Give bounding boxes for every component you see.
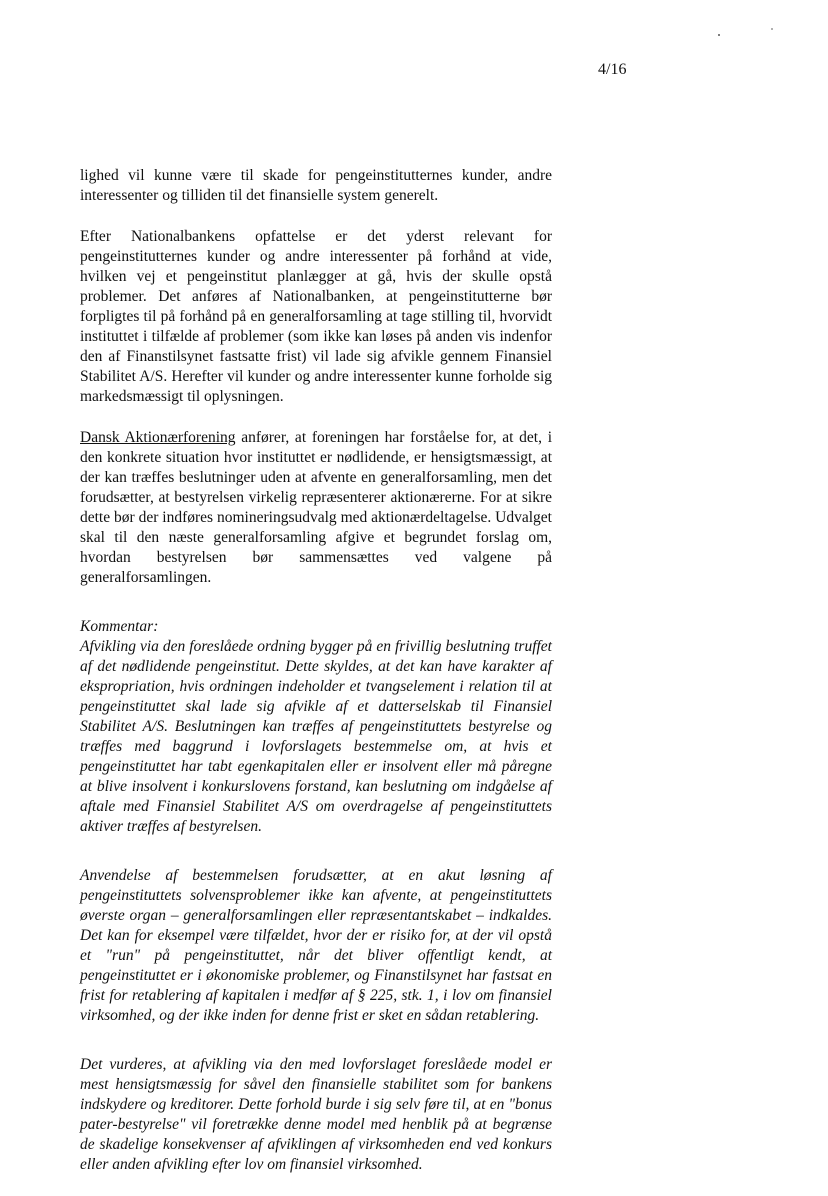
commentary-block	[80, 617, 552, 837]
commentary-paragraph: Det vurderes, at afvikling via den med lovforslaget foreslåede model er mest hensigtsmæssig for såvel den finansielle stabilitet som for bankens indskydere og kreditorer. Dette forhold burde i sig selv føre til, at en "bonus pater-bestyrelse" vil foretrække denne model med henblik på at begrænse de skadelige konsekvenser af afviklingen af virksomheden end ved konkurs eller anden afvikling efter lov om finansiel virksomhed.	[80, 1056, 552, 1173]
scan-speck	[718, 34, 720, 36]
commentary-paragraph: Afvikling via den foreslåede ordning bygger på en frivillig beslutning truffet af det nødlidende pengeinstitut. Dette skyldes, at det kan have karakter af ekspropriation, hvis ordningen indeholder et tvangselement i relation til at pengeinstituttet skal lade sig afvikle af et datterselskab til Finansiel Stabilitet A/S. Beslutningen kan træffes af pengeinstituttets bestyrelse og træffes med baggrund i lovforslagets bestemmelse om, at hvis et pengeinstituttet har tabt egenkapitalen eller er insolvent eller må påregne at blive insolvent i konkurslovens forstand, kan beslutning om indgåelse af aftale med Finansiel Stabilitet A/S om overdragelse af pengeinstituttets aktiver træffes af bestyrelsen.	[80, 638, 552, 835]
commentary-heading: Kommentar:	[80, 618, 159, 635]
paragraph-text: anfører, at foreningen har forståelse for, at det, i den konkrete situation hvor instituttet er nødlidende, er hensigtsmæssigt, at der kan træffes beslutninger uden at afvente en generalforsamling, men det forudsætter, at bestyrelsen virkelig repræsenterer aktionærerne. For at sikre dette bør der indføres nomineringsudvalg med aktionærdeltagelse. Udvalget skal til den næste generalforsamling afgive et begrundet forslag om, hvordan bestyrelsen bør sammensættes ved valgene på generalforsamlingen.	[80, 429, 552, 586]
commentary-paragraph: Anvendelse af bestemmelsen forudsætter, at en akut løsning af pengeinstituttets solvensproblemer ikke kan afvente, at pengeinstituttets øverste organ – generalforsamlingen eller repræsentantskabet – indkaldes. Det kan for eksempel være tilfældet, hvor der er risiko for, at der vil opstå et "run" på pengeinstituttet, når det bliver offentligt kendt, at pengeinstituttet er i økonomiske problemer, og Finanstilsynet har fastsat en frist for retablering af kapitalen i medfør af § 225, stk. 1, i lov om finansiel virksomhed, og der ikke inden for denne frist er sket en sådan retablering.	[80, 867, 552, 1024]
scan-speck	[771, 28, 773, 30]
paragraph-continuation: lighed vil kunne være til skade for pengeinstitutternes kunder, andre interessenter og tilliden til det finansielle system generelt.	[80, 167, 552, 204]
organization-name: Dansk Aktionærforening	[80, 429, 236, 446]
paragraph-nationalbanken: Efter Nationalbankens opfattelse er det yderst relevant for pengeinstitutternes kunder og andre interessenter på forhånd at vide, hvilken vej et pengeinstitut planlægger at gå, hvis der skulle opstå problemer. Det anføres af Nationalbanken, at pengeinstitutterne bør forpligtes til på forhånd på en generalforsamling at tage stilling til, hvorvidt instituttet i tilfælde af problemer (som ikke kan løses på anden vis indenfor den af Finanstilsynet fastsatte frist) vil lade sig afvikle gennem Finansiel Stabilitet A/S. Herefter vil kunder og andre interessenter kunne forholde sig markedsmæssigt til oplysningen.	[80, 228, 552, 405]
document-body	[80, 166, 552, 1196]
page-number: 4/16	[598, 61, 627, 78]
paragraph-aktionaerforening	[80, 428, 552, 588]
